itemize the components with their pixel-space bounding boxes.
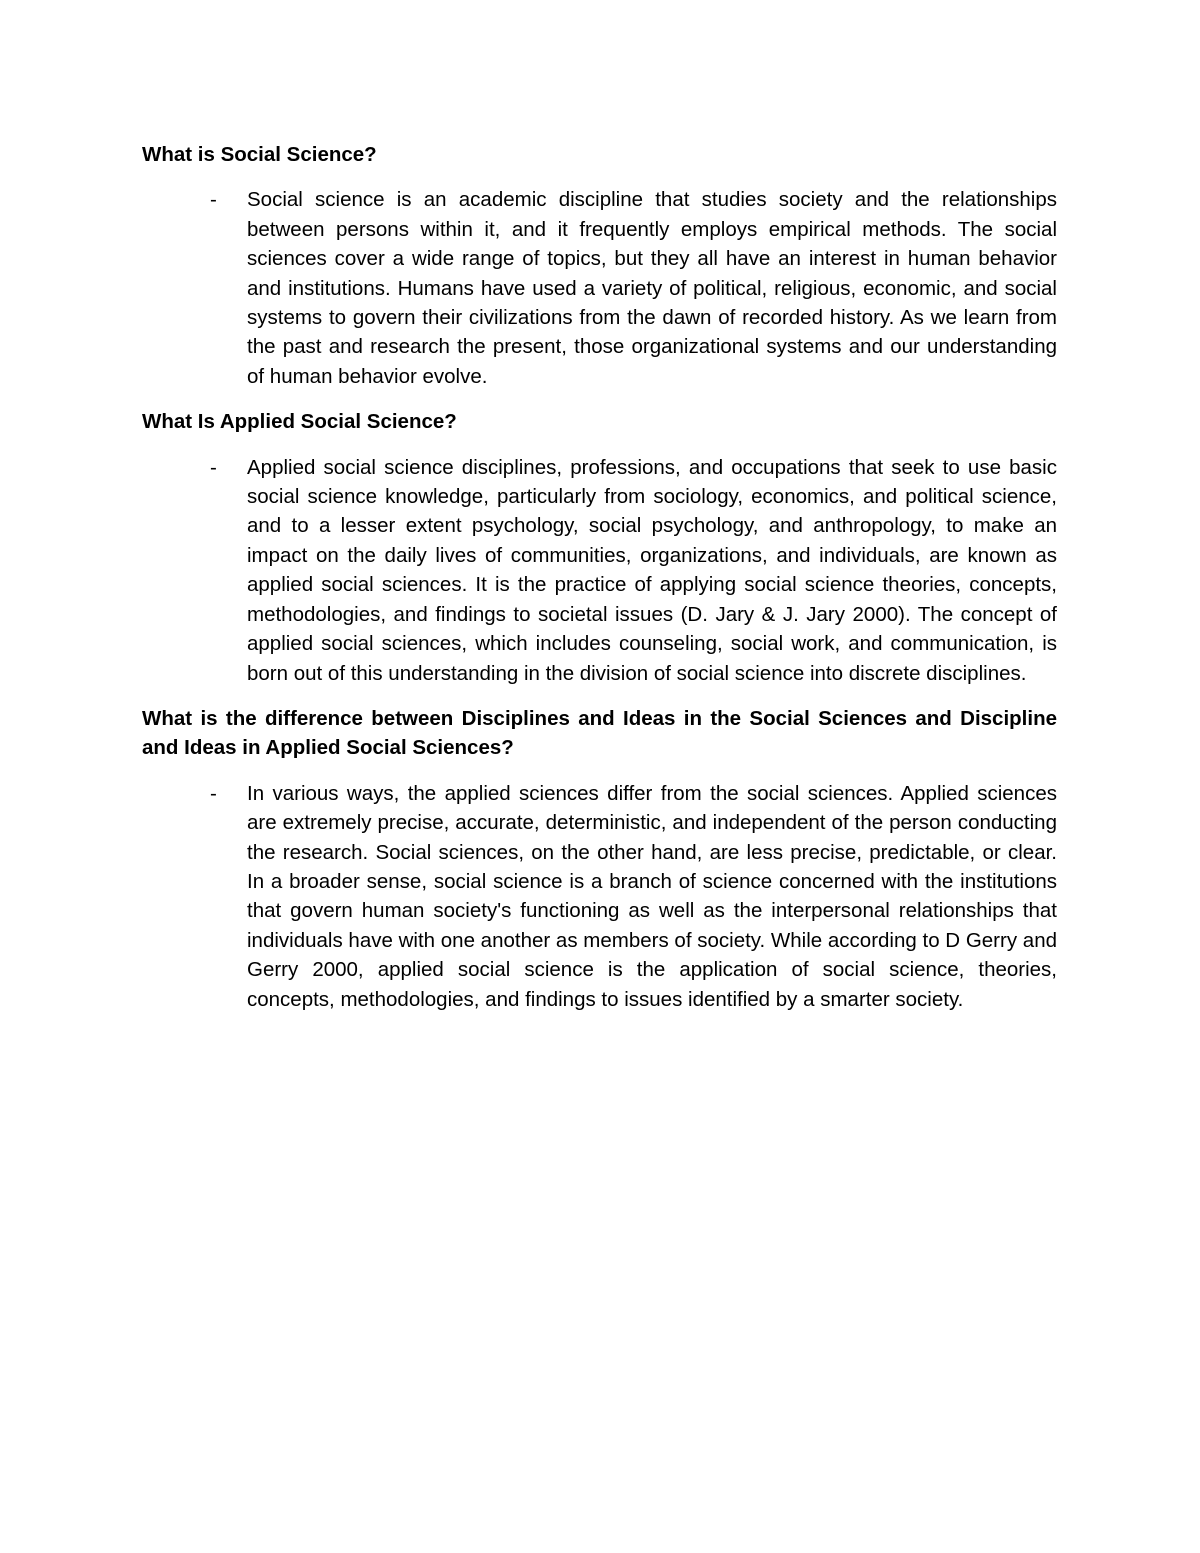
document-page bbox=[142, 140, 1057, 1030]
bullet-dash: - bbox=[210, 188, 217, 212]
bullet-item-applied-social-science bbox=[142, 453, 1057, 688]
bullet-dash: - bbox=[210, 455, 217, 479]
bullet-item-social-science bbox=[142, 185, 1057, 391]
bullet-dash: - bbox=[210, 781, 217, 805]
section-paragraph-applied-social-science: Applied social science disciplines, professions, and occupations that seek to use basic social science knowledge, particularly from sociology, economics, and political science, and to a lesser extent psychology, social psychology, and anthropology, to make an impact on the daily lives of communities, organizations, and individuals, are known as applied social sciences. It is the practice of applying social science theories, concepts, methodologies, and findings to societal issues (D. Jary & J. Jary 2000). The concept of applied social sciences, which includes counseling, social work, and communication, is born out of this understanding in the division of social science into discrete disciplines. bbox=[247, 455, 1057, 685]
section-heading-social-science: What is Social Science? bbox=[142, 143, 377, 166]
section-paragraph-difference: In various ways, the applied sciences differ from the social sciences. Applied sciences are extremely precise, accurate, deterministic, and independent of the person conducting the research. Social sciences, on the other hand, are less precise, predictable, or clear. In a broader sense, social science is a branch of science concerned with the institutions that govern human society's functioning as well as the interpersonal relationships that individuals have with one another as members of society. While according to D Gerry and Gerry 2000, applied social science is the application of social science, theories, concepts, methodologies, and findings to issues identified by a smarter society. bbox=[247, 781, 1057, 1011]
section-paragraph-social-science: Social science is an academic discipline that studies society and the relationships between persons within it, and it frequently employs empirical methods. The social sciences cover a wide range of topics, but they all have an interest in human behavior and institutions. Humans have used a variety of political, religious, economic, and social systems to govern their civilizations from the dawn of recorded history. As we learn from the past and research the present, those organizational systems and our understanding of human behavior evolve. bbox=[247, 188, 1057, 388]
section-heading-applied-social-science: What Is Applied Social Science? bbox=[142, 410, 457, 434]
bullet-item-difference bbox=[142, 779, 1057, 1014]
section-heading-difference: What is the difference between Disciplines and Ideas in the Social Sciences and Discipline and Ideas in Applied Social Sciences? bbox=[142, 706, 1057, 760]
